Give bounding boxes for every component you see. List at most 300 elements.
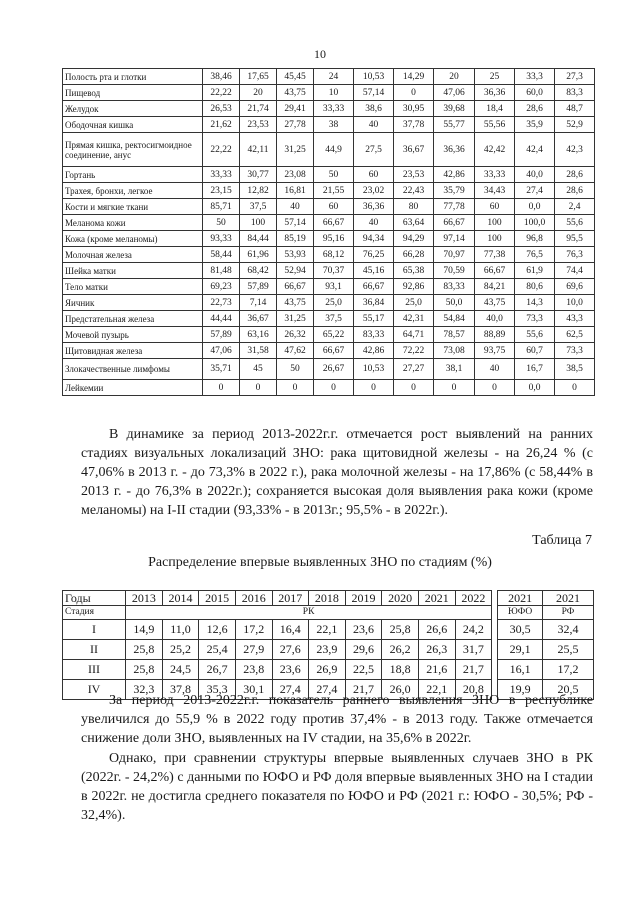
value-cell: 96,8 <box>515 231 555 247</box>
value-cell: 25,4 <box>199 640 236 660</box>
value-cell: 10,53 <box>354 69 394 85</box>
value-cell: 0 <box>555 380 595 396</box>
value-cell: 30,1 <box>235 680 272 700</box>
value-cell: 88,89 <box>475 327 515 343</box>
year-cell: 2020 <box>382 591 419 606</box>
value-cell: 0 <box>475 380 515 396</box>
year-cell: 2019 <box>345 591 382 606</box>
value-cell: 35,71 <box>203 359 240 380</box>
value-cell: 34,43 <box>475 183 515 199</box>
table-row <box>63 343 595 359</box>
value-cell: 17,2 <box>543 660 594 680</box>
value-cell: 27,4 <box>309 680 346 700</box>
value-cell: 11,0 <box>162 620 199 640</box>
stage-cell: I <box>63 620 126 640</box>
stage-label: Стадия <box>63 606 126 620</box>
value-cell: 62,5 <box>555 327 595 343</box>
value-cell: 50 <box>277 359 314 380</box>
value-cell: 60,7 <box>515 343 555 359</box>
value-cell: 31,25 <box>277 311 314 327</box>
value-cell: 26,53 <box>203 101 240 117</box>
value-cell: 36,84 <box>354 295 394 311</box>
site-name-cell: Прямая кишка, ректосигмоидное соединение, анус <box>63 133 203 167</box>
value-cell: 23,53 <box>394 167 434 183</box>
value-cell: 54,84 <box>434 311 475 327</box>
table-row <box>63 295 595 311</box>
value-cell: 64,71 <box>394 327 434 343</box>
value-cell: 0 <box>354 380 394 396</box>
value-cell: 50,0 <box>434 295 475 311</box>
value-cell: 33,33 <box>203 167 240 183</box>
value-cell: 84,44 <box>240 231 277 247</box>
stage-distribution-table <box>62 590 594 700</box>
value-cell: 60 <box>475 199 515 215</box>
paragraph-dynamics <box>81 425 593 520</box>
table-row <box>63 199 595 215</box>
table7-caption: Таблица 7 <box>532 533 592 548</box>
value-cell: 23,02 <box>354 183 394 199</box>
value-cell: 38,5 <box>555 359 595 380</box>
site-name-cell: Ободочная кишка <box>63 117 203 133</box>
value-cell: 35,9 <box>515 117 555 133</box>
value-cell: 25,8 <box>126 640 163 660</box>
value-cell: 29,41 <box>277 101 314 117</box>
value-cell: 83,3 <box>555 85 595 101</box>
site-name-cell: Предстательная железа <box>63 311 203 327</box>
site-name-cell: Желудок <box>63 101 203 117</box>
value-cell: 77,38 <box>475 247 515 263</box>
site-name-cell: Кожа (кроме меланомы) <box>63 231 203 247</box>
value-cell: 43,75 <box>277 295 314 311</box>
site-name-cell: Молочная железа <box>63 247 203 263</box>
value-cell: 23,9 <box>309 640 346 660</box>
value-cell: 25 <box>475 69 515 85</box>
value-cell: 22,22 <box>203 85 240 101</box>
value-cell: 37,5 <box>240 199 277 215</box>
value-cell: 42,86 <box>354 343 394 359</box>
value-cell: 23,6 <box>345 620 382 640</box>
paragraph-comparison-text: Однако, при сравнении структуры впервые выявленных случаев ЗНО в РК (2022г. - 24,2%) с данными по ЮФО и РФ доля впервые выявленных ЗНО на I стадии в 2022г. не достигла среднего показателя по ЮФО и РФ (2021 г.: ЮФО - 30,5%; РФ - 32,4%). <box>81 751 593 823</box>
value-cell: 28,6 <box>555 167 595 183</box>
value-cell: 26,67 <box>314 359 354 380</box>
value-cell: 25,2 <box>162 640 199 660</box>
year-cell: 2017 <box>272 591 309 606</box>
value-cell: 16,4 <box>272 620 309 640</box>
value-cell: 85,71 <box>203 199 240 215</box>
value-cell: 7,14 <box>240 295 277 311</box>
stage-cell: IV <box>63 680 126 700</box>
value-cell: 81,48 <box>203 263 240 279</box>
paragraph-dynamics-text: В динамике за период 2013-2022г.г. отмечается рост выявлений на ранних стадиях визуальных локализаций ЗНО: рака щитовидной железы - на 26,24 % (с 47,06% в 2013 г. - до 73,3% в 2022 г.), рака молочной железы - на 17,86% (с 58,44% в 2013 г. - до 76,3% в 2022г.); сохраняется высокая доля выявления рака кожи (кроме меланомы) на I-II стадии (93,33% - в 2013г.; 95,5% - в 2022г.). <box>81 427 593 518</box>
value-cell: 36,67 <box>240 311 277 327</box>
value-cell: 60 <box>354 167 394 183</box>
value-cell: 23,08 <box>277 167 314 183</box>
value-cell: 32,4 <box>543 620 594 640</box>
value-cell: 0 <box>394 85 434 101</box>
value-cell: 57,89 <box>240 279 277 295</box>
value-cell: 25,0 <box>394 295 434 311</box>
value-cell: 32,3 <box>126 680 163 700</box>
value-cell: 14,29 <box>394 69 434 85</box>
value-cell: 40 <box>475 359 515 380</box>
value-cell: 42,3 <box>555 133 595 167</box>
yufo-label: ЮФО <box>498 606 543 620</box>
value-cell: 55,6 <box>515 327 555 343</box>
site-name-cell: Пищевод <box>63 85 203 101</box>
stage-cell: II <box>63 640 126 660</box>
value-cell: 36,36 <box>354 199 394 215</box>
value-cell: 28,6 <box>555 183 595 199</box>
value-cell: 23,8 <box>235 660 272 680</box>
value-cell: 42,86 <box>434 167 475 183</box>
value-cell: 83,33 <box>434 279 475 295</box>
table7-years-row <box>63 591 594 606</box>
site-name-cell: Гортань <box>63 167 203 183</box>
value-cell: 66,28 <box>394 247 434 263</box>
site-name-cell: Яичник <box>63 295 203 311</box>
value-cell: 57,14 <box>354 85 394 101</box>
value-cell: 27,6 <box>272 640 309 660</box>
value-cell: 65,22 <box>314 327 354 343</box>
value-cell: 53,93 <box>277 247 314 263</box>
value-cell: 50 <box>314 167 354 183</box>
value-cell: 48,7 <box>555 101 595 117</box>
site-name-cell: Тело матки <box>63 279 203 295</box>
value-cell: 21,6 <box>418 660 455 680</box>
value-cell: 60 <box>314 199 354 215</box>
value-cell: 20,5 <box>543 680 594 700</box>
value-cell: 55,56 <box>475 117 515 133</box>
value-cell: 80 <box>394 199 434 215</box>
value-cell: 27,3 <box>555 69 595 85</box>
site-name-cell: Шейка матки <box>63 263 203 279</box>
value-cell: 77,78 <box>434 199 475 215</box>
value-cell: 47,06 <box>203 343 240 359</box>
value-cell: 23,6 <box>272 660 309 680</box>
value-cell: 42,11 <box>240 133 277 167</box>
value-cell: 76,25 <box>354 247 394 263</box>
value-cell: 93,33 <box>203 231 240 247</box>
year-cell: 2013 <box>126 591 163 606</box>
value-cell: 12,6 <box>199 620 236 640</box>
site-name-cell: Мочевой пузырь <box>63 327 203 343</box>
value-cell: 57,89 <box>203 327 240 343</box>
value-cell: 25,8 <box>382 620 419 640</box>
value-cell: 28,6 <box>515 101 555 117</box>
value-cell: 25,5 <box>543 640 594 660</box>
stage-cell: III <box>63 660 126 680</box>
value-cell: 40 <box>354 215 394 231</box>
site-name-cell: Злокачественные лимфомы <box>63 359 203 380</box>
value-cell: 38,1 <box>434 359 475 380</box>
value-cell: 22,43 <box>394 183 434 199</box>
value-cell: 31,7 <box>455 640 492 660</box>
value-cell: 38,46 <box>203 69 240 85</box>
value-cell: 66,67 <box>314 343 354 359</box>
value-cell: 52,9 <box>555 117 595 133</box>
table-row <box>63 660 594 680</box>
value-cell: 24,5 <box>162 660 199 680</box>
value-cell: 27,27 <box>394 359 434 380</box>
value-cell: 26,32 <box>277 327 314 343</box>
value-cell: 70,97 <box>434 247 475 263</box>
value-cell: 68,42 <box>240 263 277 279</box>
value-cell: 42,4 <box>515 133 555 167</box>
value-cell: 36,67 <box>394 133 434 167</box>
value-cell: 33,33 <box>314 101 354 117</box>
value-cell: 0 <box>434 380 475 396</box>
value-cell: 40,0 <box>475 311 515 327</box>
value-cell: 42,31 <box>394 311 434 327</box>
value-cell: 66,67 <box>354 279 394 295</box>
value-cell: 44,44 <box>203 311 240 327</box>
value-cell: 27,78 <box>277 117 314 133</box>
value-cell: 73,3 <box>515 311 555 327</box>
value-cell: 30,77 <box>240 167 277 183</box>
value-cell: 57,14 <box>277 215 314 231</box>
value-cell: 83,33 <box>354 327 394 343</box>
value-cell: 25,8 <box>126 660 163 680</box>
table-row <box>63 85 595 101</box>
value-cell: 55,17 <box>354 311 394 327</box>
table-row <box>63 167 595 183</box>
value-cell: 30,5 <box>498 620 543 640</box>
value-cell: 60,0 <box>515 85 555 101</box>
year-cell: 2014 <box>162 591 199 606</box>
value-cell: 73,3 <box>555 343 595 359</box>
value-cell: 20 <box>434 69 475 85</box>
value-cell: 55,77 <box>434 117 475 133</box>
value-cell: 29,6 <box>345 640 382 660</box>
value-cell: 47,06 <box>434 85 475 101</box>
value-cell: 40 <box>277 199 314 215</box>
value-cell: 0 <box>394 380 434 396</box>
value-cell: 10,0 <box>555 295 595 311</box>
value-cell: 93,75 <box>475 343 515 359</box>
value-cell: 22,5 <box>345 660 382 680</box>
value-cell: 92,86 <box>394 279 434 295</box>
value-cell: 31,58 <box>240 343 277 359</box>
value-cell: 55,6 <box>555 215 595 231</box>
site-name-cell: Кости и мягкие ткани <box>63 199 203 215</box>
value-cell: 61,9 <box>515 263 555 279</box>
value-cell: 10 <box>314 85 354 101</box>
value-cell: 97,14 <box>434 231 475 247</box>
rk-label: РК <box>126 606 492 620</box>
value-cell: 52,94 <box>277 263 314 279</box>
value-cell: 23,15 <box>203 183 240 199</box>
table-row <box>63 69 595 85</box>
value-cell: 21,62 <box>203 117 240 133</box>
value-cell: 38,6 <box>354 101 394 117</box>
table-row <box>63 231 595 247</box>
table-row <box>63 327 595 343</box>
value-cell: 16,7 <box>515 359 555 380</box>
year-cell: 2022 <box>455 591 492 606</box>
site-name-cell: Трахея, бронхи, легкое <box>63 183 203 199</box>
value-cell: 26,2 <box>382 640 419 660</box>
table-row <box>63 263 595 279</box>
value-cell: 63,64 <box>394 215 434 231</box>
years-label: Годы <box>63 591 126 606</box>
value-cell: 26,6 <box>418 620 455 640</box>
value-cell: 27,5 <box>354 133 394 167</box>
value-cell: 66,67 <box>277 279 314 295</box>
value-cell: 66,67 <box>475 263 515 279</box>
value-cell: 14,9 <box>126 620 163 640</box>
value-cell: 17,2 <box>235 620 272 640</box>
value-cell: 100 <box>240 215 277 231</box>
table-row <box>63 101 595 117</box>
table-row <box>63 311 595 327</box>
value-cell: 72,22 <box>394 343 434 359</box>
value-cell: 22,1 <box>418 680 455 700</box>
value-cell: 33,33 <box>475 167 515 183</box>
value-cell: 25,0 <box>314 295 354 311</box>
value-cell: 50 <box>203 215 240 231</box>
table-row <box>63 279 595 295</box>
value-cell: 39,68 <box>434 101 475 117</box>
year-cell: 2016 <box>235 591 272 606</box>
value-cell: 24,2 <box>455 620 492 640</box>
value-cell: 27,4 <box>272 680 309 700</box>
value-cell: 19,9 <box>498 680 543 700</box>
value-cell: 93,1 <box>314 279 354 295</box>
paragraph-comparison <box>81 749 593 825</box>
table7-region-row <box>63 606 594 620</box>
value-cell: 45,16 <box>354 263 394 279</box>
value-cell: 0 <box>314 380 354 396</box>
site-name-cell: Щитовидная железа <box>63 343 203 359</box>
value-cell: 42,42 <box>475 133 515 167</box>
value-cell: 69,6 <box>555 279 595 295</box>
value-cell: 73,08 <box>434 343 475 359</box>
value-cell: 74,4 <box>555 263 595 279</box>
table-row <box>63 620 594 640</box>
value-cell: 20,8 <box>455 680 492 700</box>
value-cell: 94,29 <box>394 231 434 247</box>
value-cell: 84,21 <box>475 279 515 295</box>
value-cell: 43,75 <box>475 295 515 311</box>
value-cell: 21,7 <box>345 680 382 700</box>
value-cell: 17,65 <box>240 69 277 85</box>
value-cell: 100 <box>475 231 515 247</box>
table-row <box>63 183 595 199</box>
value-cell: 24 <box>314 69 354 85</box>
value-cell: 70,59 <box>434 263 475 279</box>
value-cell: 18,8 <box>382 660 419 680</box>
value-cell: 33,3 <box>515 69 555 85</box>
site-name-cell: Полость рта и глотки <box>63 69 203 85</box>
value-cell: 58,44 <box>203 247 240 263</box>
value-cell: 95,5 <box>555 231 595 247</box>
value-cell: 31,25 <box>277 133 314 167</box>
value-cell: 22,22 <box>203 133 240 167</box>
value-cell: 26,9 <box>309 660 346 680</box>
value-cell: 85,19 <box>277 231 314 247</box>
value-cell: 27,9 <box>235 640 272 660</box>
rf-label: РФ <box>543 606 594 620</box>
table-row <box>63 247 595 263</box>
table7-title: Распределение впервые выявленных ЗНО по стадиям (%) <box>148 555 492 570</box>
year-cell: 2018 <box>309 591 346 606</box>
value-cell: 44,9 <box>314 133 354 167</box>
value-cell: 43,75 <box>277 85 314 101</box>
value-cell: 80,6 <box>515 279 555 295</box>
value-cell: 66,67 <box>434 215 475 231</box>
value-cell: 40,0 <box>515 167 555 183</box>
value-cell: 10,53 <box>354 359 394 380</box>
value-cell: 27,4 <box>515 183 555 199</box>
value-cell: 37,78 <box>394 117 434 133</box>
year-cell: 2021 <box>418 591 455 606</box>
value-cell: 76,5 <box>515 247 555 263</box>
value-cell: 23,53 <box>240 117 277 133</box>
value-cell: 29,1 <box>498 640 543 660</box>
table-row <box>63 117 595 133</box>
site-name-cell: Лейкемии <box>63 380 203 396</box>
value-cell: 2,4 <box>555 199 595 215</box>
table-row <box>63 640 594 660</box>
value-cell: 0,0 <box>515 199 555 215</box>
table-row <box>63 133 595 167</box>
value-cell: 0 <box>203 380 240 396</box>
table-row <box>63 215 595 231</box>
value-cell: 16,1 <box>498 660 543 680</box>
value-cell: 26,3 <box>418 640 455 660</box>
paragraph-early-detection-text: За период 2013-2022г.г. показатель раннего выявления ЗНО в республике увеличился до 55,9 % в 2022 году против 37,4% - в 2013 году. Также отмечается снижение доли ЗНО, выявленных на IV стадии, на 35,6% в 2022г. <box>81 693 593 746</box>
value-cell: 78,57 <box>434 327 475 343</box>
table-row <box>63 380 595 396</box>
value-cell: 69,23 <box>203 279 240 295</box>
value-cell: 22,73 <box>203 295 240 311</box>
value-cell: 45,45 <box>277 69 314 85</box>
value-cell: 16,81 <box>277 183 314 199</box>
value-cell: 35,3 <box>199 680 236 700</box>
value-cell: 36,36 <box>475 85 515 101</box>
value-cell: 0 <box>277 380 314 396</box>
early-detection-by-site-table <box>62 68 595 396</box>
value-cell: 18,4 <box>475 101 515 117</box>
value-cell: 12,82 <box>240 183 277 199</box>
value-cell: 26,7 <box>199 660 236 680</box>
value-cell: 21,55 <box>314 183 354 199</box>
site-name-cell: Меланома кожи <box>63 215 203 231</box>
value-cell: 21,7 <box>455 660 492 680</box>
value-cell: 76,3 <box>555 247 595 263</box>
value-cell: 26,0 <box>382 680 419 700</box>
value-cell: 100 <box>475 215 515 231</box>
value-cell: 45 <box>240 359 277 380</box>
value-cell: 95,16 <box>314 231 354 247</box>
value-cell: 68,12 <box>314 247 354 263</box>
year-cell: 2021 <box>498 591 543 606</box>
value-cell: 30,95 <box>394 101 434 117</box>
value-cell: 14,3 <box>515 295 555 311</box>
page-number: 10 <box>314 47 326 61</box>
table-row <box>63 359 595 380</box>
value-cell: 47,62 <box>277 343 314 359</box>
value-cell: 63,16 <box>240 327 277 343</box>
value-cell: 66,67 <box>314 215 354 231</box>
value-cell: 0 <box>240 380 277 396</box>
value-cell: 36,36 <box>434 133 475 167</box>
paragraph-early-detection <box>81 691 593 748</box>
value-cell: 37,8 <box>162 680 199 700</box>
year-cell: 2015 <box>199 591 236 606</box>
value-cell: 38 <box>314 117 354 133</box>
value-cell: 65,38 <box>394 263 434 279</box>
